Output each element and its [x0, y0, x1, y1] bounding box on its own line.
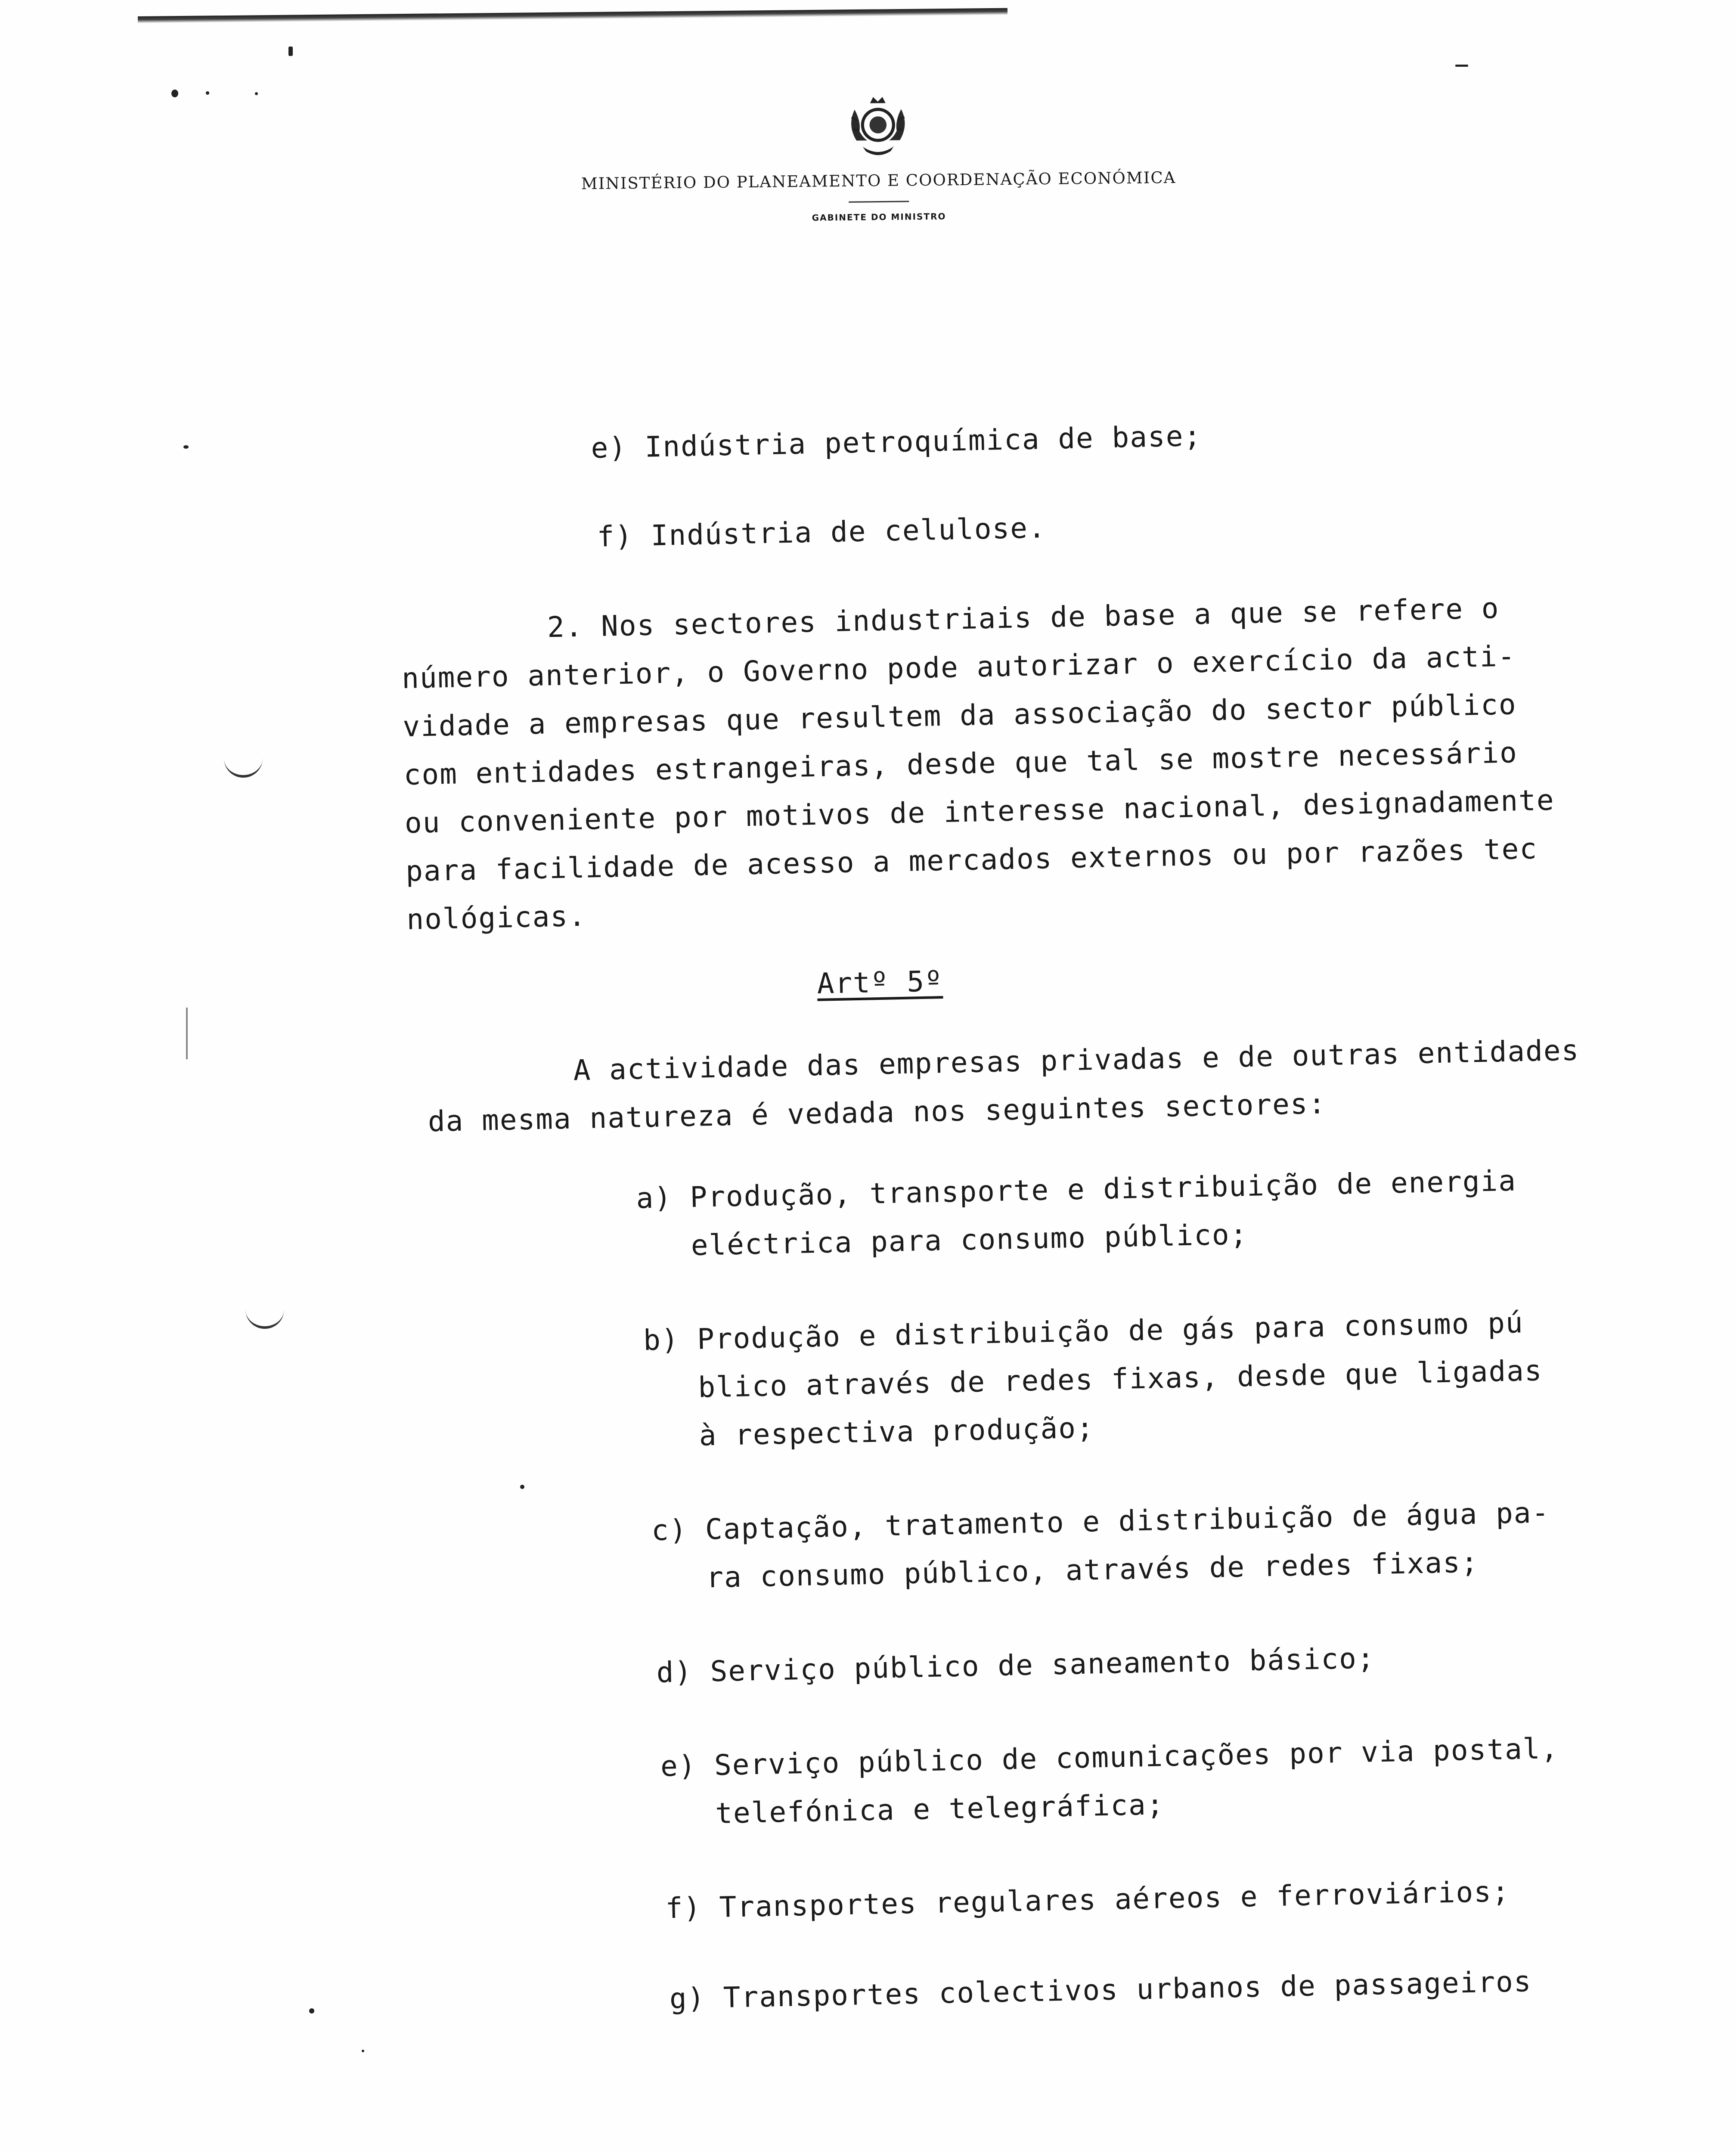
sector-item: [636, 1166, 1517, 1213]
sector-text: à respectiva produção;: [698, 1411, 1095, 1452]
sector-text: Produção, transporte e distribuição de energia: [689, 1164, 1517, 1214]
sector-item: [669, 1965, 1532, 2016]
sector-text: Serviço público de saneamento básico;: [710, 1641, 1376, 1688]
paragraph-number: 2.: [547, 610, 584, 644]
paragraph-text: Nos sectores industriais de base a que se refere o: [601, 591, 1500, 643]
list-item-label: f): [596, 519, 633, 553]
paragraph-line: número anterior, o Governo pode autorizar o exercício da acti-: [401, 639, 1516, 695]
paragraph-line: ou conveniente por motivos de interesse nacional, designadamente: [404, 783, 1555, 840]
cabinet-name: GABINETE DO MINISTRO: [812, 211, 946, 223]
sector-text: Transportes regulares aéreos e ferroviários;: [719, 1875, 1510, 1924]
list-item-text: Indústria petroquímica de base;: [644, 419, 1202, 464]
paragraph-line: vidade a empresas que resultem da associação do sector público: [402, 688, 1517, 744]
sector-label: c): [651, 1513, 688, 1547]
sector-label: e): [660, 1749, 697, 1783]
list-item: [590, 419, 1202, 465]
article-intro-line: da mesma natureza é vedada nos seguintes sectores:: [428, 1087, 1327, 1139]
sector-label: a): [636, 1181, 673, 1215]
sector-text: Serviço público de comunicações por via postal,: [714, 1731, 1559, 1782]
sector-item: [643, 1306, 1524, 1357]
sector-item: [656, 1641, 1376, 1689]
article-heading: Artº 5º: [816, 965, 943, 1000]
list-item-text: Indústria de celulose.: [650, 511, 1047, 552]
paragraph-line: com entidades estrangeiras, desde que tal se mostre necessário: [403, 736, 1518, 792]
paragraph-line: nológicas.: [406, 899, 587, 937]
sector-text: eléctrica para consumo público;: [690, 1217, 1249, 1262]
sector-text: telefónica e telegráfica;: [715, 1788, 1165, 1830]
ministry-name: MINISTÉRIO DO PLANEAMENTO E COORDENAÇÃO ECONÓMICA: [581, 168, 1176, 193]
sector-text: ra consumo público, através de redes fixas;: [706, 1545, 1479, 1595]
sector-text: Transportes colectivos urbanos de passageiros: [723, 1965, 1532, 2014]
sector-item: [665, 1877, 1510, 1923]
sector-text: Captação, tratamento e distribuição de água pa-: [705, 1496, 1550, 1546]
list-item: [596, 511, 1047, 553]
sector-label: b): [643, 1323, 680, 1357]
sector-item: [651, 1498, 1550, 1545]
paragraph-line: [547, 591, 1500, 644]
paragraph-line: para facilidade de acesso a mercados externos ou por razões tec: [405, 832, 1538, 888]
sector-label: d): [656, 1655, 693, 1689]
list-item-label: e): [590, 431, 627, 465]
sector-label: g): [669, 1981, 706, 2016]
sector-text: Produção e distribuição de gás para consumo pú: [697, 1306, 1524, 1356]
sector-label: f): [665, 1891, 702, 1925]
sector-item: [660, 1731, 1559, 1783]
article-intro-line: A actividade das empresas privadas e de outras entidades: [573, 1033, 1580, 1087]
sector-text: blico através de redes fixas, desde que ligadas: [698, 1354, 1543, 1404]
